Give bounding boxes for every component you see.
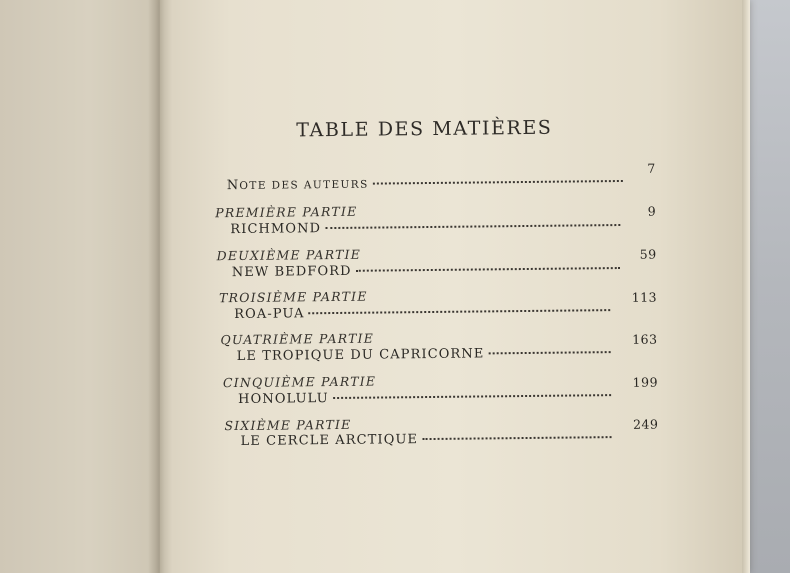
dot-leader (333, 393, 611, 399)
note-label-rest: OTE DES AUTEURS (239, 178, 369, 192)
toc-page-number: 59 (639, 246, 657, 262)
dot-leader (325, 223, 620, 229)
toc-entry-label: RICHMOND (230, 221, 322, 238)
toc-entry-label: HONOLULU (238, 391, 329, 408)
page-title: TABLE DES MATIÈRES (296, 116, 553, 142)
toc-part-heading: DEUXIÈME PARTIE (216, 246, 362, 264)
dot-leader (356, 266, 620, 272)
toc-entry-label (227, 177, 369, 193)
toc-entry (232, 261, 626, 280)
dot-leader (309, 308, 611, 314)
toc-part-heading: CINQUIÈME PARTIE (222, 373, 377, 391)
toc-entry-label: ROA-PUA (234, 306, 305, 323)
note-label-initial: N (226, 177, 240, 194)
toc-entry (230, 218, 626, 237)
toc-page-number: 7 (647, 160, 656, 176)
toc-part-heading: TROISIÈME PARTIE (218, 288, 368, 306)
toc-page-number: 199 (632, 374, 659, 390)
toc-entry (240, 430, 617, 449)
toc-entry (234, 303, 616, 322)
toc-entry (238, 388, 617, 407)
toc-part-heading: SIXIÈME PARTIE (224, 416, 352, 434)
toc-page-number: 163 (632, 331, 658, 347)
toc-part-heading: QUATRIÈME PARTIE (220, 330, 375, 348)
toc-page-number: 113 (631, 289, 658, 305)
toc-entry-note (227, 174, 629, 193)
toc-entry-label: LE TROPIQUE DU CAPRICORNE (236, 346, 485, 365)
toc-entry (237, 345, 617, 364)
toc-entry-label: NEW BEDFORD (231, 263, 352, 281)
dot-leader (488, 350, 610, 354)
toc-page-number: 9 (647, 203, 657, 219)
dot-leader (422, 435, 612, 440)
toc-entry-label: LE CERCLE ARCTIQUE (240, 432, 419, 449)
dot-leader (373, 179, 623, 185)
toc-part-heading: PREMIÈRE PARTIE (215, 203, 358, 221)
toc-page-number: 249 (632, 416, 659, 432)
